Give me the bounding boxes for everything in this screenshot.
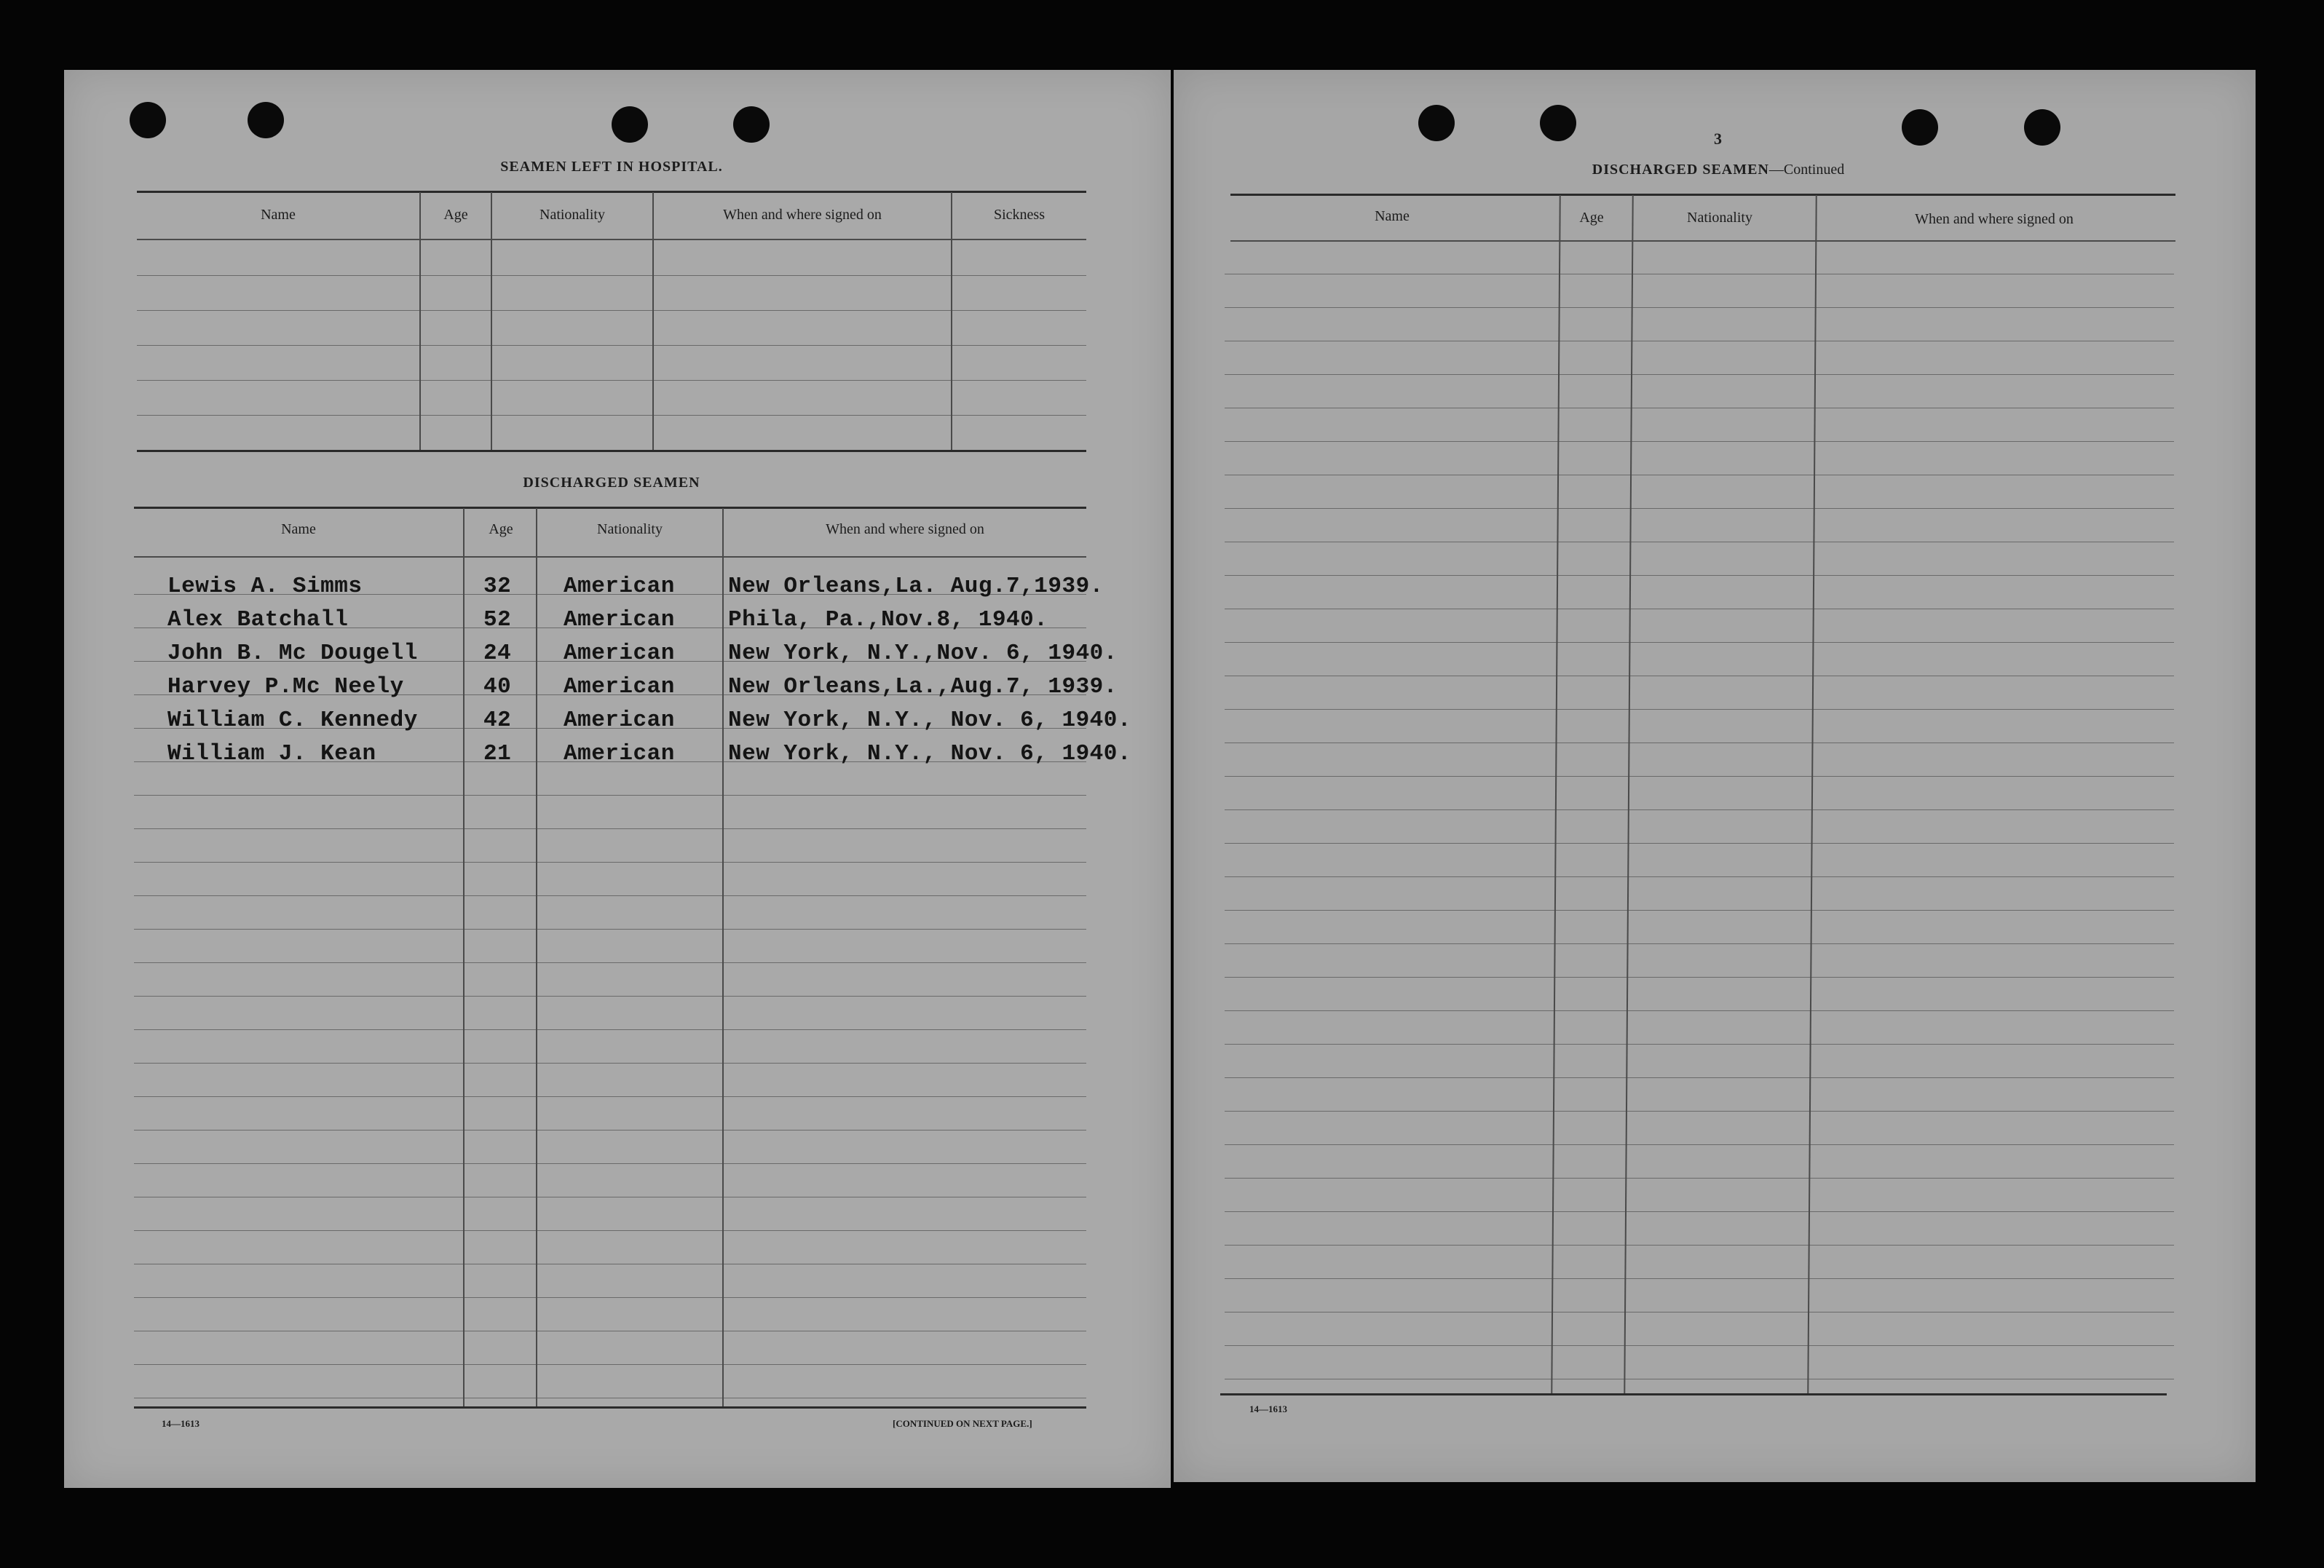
form-number: 14—1613	[162, 1418, 199, 1429]
ruled-line	[1225, 977, 2174, 978]
punch-hole	[1902, 109, 1938, 146]
ruled-line	[1225, 843, 2174, 844]
punch-hole	[248, 102, 284, 138]
row-3-signed-on: New York, N.Y.,Nov. 6, 1940.	[728, 641, 1118, 666]
discharged-bottom-rule	[134, 1406, 1086, 1409]
ruled-line	[1225, 1211, 2174, 1212]
right-header-age: Age	[1579, 210, 1604, 226]
continued-note: [CONTINUED ON NEXT PAGE.]	[893, 1418, 1032, 1429]
ruled-line	[134, 795, 1086, 796]
ruled-line	[1225, 1345, 2174, 1346]
row-6-signed-on: New York, N.Y., Nov. 6, 1940.	[728, 741, 1131, 767]
ruled-line	[1225, 1144, 2174, 1145]
ruled-line	[134, 1063, 1086, 1064]
row-1-name: Lewis A. Simms	[167, 574, 363, 599]
ruled-line	[134, 862, 1086, 863]
ruled-line	[1225, 374, 2174, 375]
column-divider	[652, 192, 654, 450]
row-4-age: 40	[483, 674, 512, 700]
row-1-age: 32	[483, 574, 512, 599]
row-5-nationality: American	[564, 708, 675, 733]
discharged-header-signed-on: When and where signed on	[826, 521, 984, 537]
column-divider	[419, 192, 421, 450]
hospital-bottom-rule	[137, 450, 1086, 452]
discharged-continued-title-text: DISCHARGED SEAMEN	[1592, 162, 1769, 178]
punch-hole	[1540, 105, 1576, 141]
hospital-header-sickness: Sickness	[994, 207, 1045, 223]
ruled-line	[1225, 1278, 2174, 1279]
ruled-line	[137, 275, 1086, 276]
right-form-number: 14—1613	[1249, 1403, 1287, 1414]
ruled-line	[1225, 575, 2174, 576]
row-4-name: Harvey P.Mc Neely	[167, 674, 404, 700]
ruled-line	[134, 1163, 1086, 1164]
row-3-name: John B. Mc Dougell	[167, 641, 418, 666]
ruled-line	[134, 929, 1086, 930]
hospital-section-title: SEAMEN LEFT IN HOSPITAL.	[500, 159, 723, 175]
discharged-header-age: Age	[489, 521, 513, 537]
right-header-name: Name	[1375, 208, 1410, 224]
row-4-nationality: American	[564, 674, 675, 700]
punch-hole	[612, 106, 648, 143]
right-top-rule	[1230, 194, 2175, 196]
ruled-line	[134, 962, 1086, 963]
row-2-signed-on: Phila, Pa.,Nov.8, 1940.	[728, 607, 1048, 633]
continued-suffix: —Continued	[1768, 162, 1845, 178]
discharged-header-name: Name	[281, 521, 316, 537]
punch-hole	[2024, 109, 2060, 146]
hospital-header-nationality: Nationality	[540, 207, 605, 223]
ruled-line	[134, 895, 1086, 896]
punch-hole	[1418, 105, 1455, 141]
row-3-age: 24	[483, 641, 512, 666]
discharged-section-title: DISCHARGED SEAMEN	[523, 475, 700, 491]
ruled-line	[134, 1096, 1086, 1097]
hospital-header-signed-on: When and where signed on	[723, 207, 882, 223]
discharged-top-rule	[134, 507, 1086, 509]
row-4-signed-on: New Orleans,La.,Aug.7, 1939.	[728, 674, 1118, 700]
discharged-header-nationality: Nationality	[597, 521, 663, 537]
ruled-line	[1225, 1111, 2174, 1112]
row-2-age: 52	[483, 607, 512, 633]
ruled-line	[134, 996, 1086, 997]
row-5-name: William C. Kennedy	[167, 708, 418, 733]
row-1-signed-on: New Orleans,La. Aug.7,1939.	[728, 574, 1104, 599]
hospital-header-age: Age	[443, 207, 468, 223]
punch-hole	[733, 106, 770, 143]
ruled-line	[134, 1230, 1086, 1231]
column-divider	[951, 192, 952, 450]
column-divider	[463, 508, 465, 1408]
row-3-nationality: American	[564, 641, 675, 666]
hospital-header-name: Name	[261, 207, 296, 223]
ruled-line	[1225, 307, 2174, 308]
ruled-line	[1225, 776, 2174, 777]
ruled-line	[1225, 1178, 2174, 1179]
punch-hole	[130, 102, 166, 138]
page-number: 3	[1714, 130, 1722, 148]
ruled-line	[1225, 876, 2174, 877]
left-page	[64, 70, 1171, 1488]
ruled-line	[137, 380, 1086, 381]
ruled-line	[1225, 910, 2174, 911]
ruled-line	[1225, 1245, 2174, 1246]
ruled-line	[137, 345, 1086, 346]
row-5-age: 42	[483, 708, 512, 733]
ruled-line	[1225, 709, 2174, 710]
ruled-line	[1225, 1010, 2174, 1011]
right-header-nationality: Nationality	[1687, 210, 1752, 226]
row-1-nationality: American	[564, 574, 675, 599]
ruled-line	[134, 828, 1086, 829]
ruled-line	[1225, 508, 2174, 509]
ruled-line	[1225, 441, 2174, 442]
discharged-header-rule	[134, 556, 1086, 558]
right-header-signed-on: When and where signed on	[1915, 211, 2074, 227]
hospital-top-rule	[137, 191, 1086, 193]
right-header-rule	[1230, 240, 2175, 242]
row-6-name: William J. Kean	[167, 741, 376, 767]
ruled-line	[134, 1297, 1086, 1298]
ruled-line	[134, 1029, 1086, 1030]
discharged-continued-title	[1529, 162, 1908, 178]
column-divider	[722, 508, 724, 1408]
column-divider	[491, 192, 492, 450]
ruled-line	[137, 310, 1086, 311]
row-2-nationality: American	[564, 607, 675, 633]
ruled-line	[1225, 943, 2174, 944]
ruled-line	[1225, 809, 2174, 810]
ruled-line	[134, 1130, 1086, 1131]
row-6-nationality: American	[564, 741, 675, 767]
column-divider	[536, 508, 537, 1408]
ruled-line	[1225, 1044, 2174, 1045]
row-2-name: Alex Batchall	[167, 607, 349, 633]
row-6-age: 21	[483, 741, 512, 767]
ruled-line	[1225, 1077, 2174, 1078]
ruled-line	[134, 1364, 1086, 1365]
ruled-line	[137, 415, 1086, 416]
hospital-header-rule	[137, 239, 1086, 240]
right-bottom-rule	[1220, 1393, 2167, 1395]
ruled-line	[1225, 642, 2174, 643]
row-5-signed-on: New York, N.Y., Nov. 6, 1940.	[728, 708, 1131, 733]
